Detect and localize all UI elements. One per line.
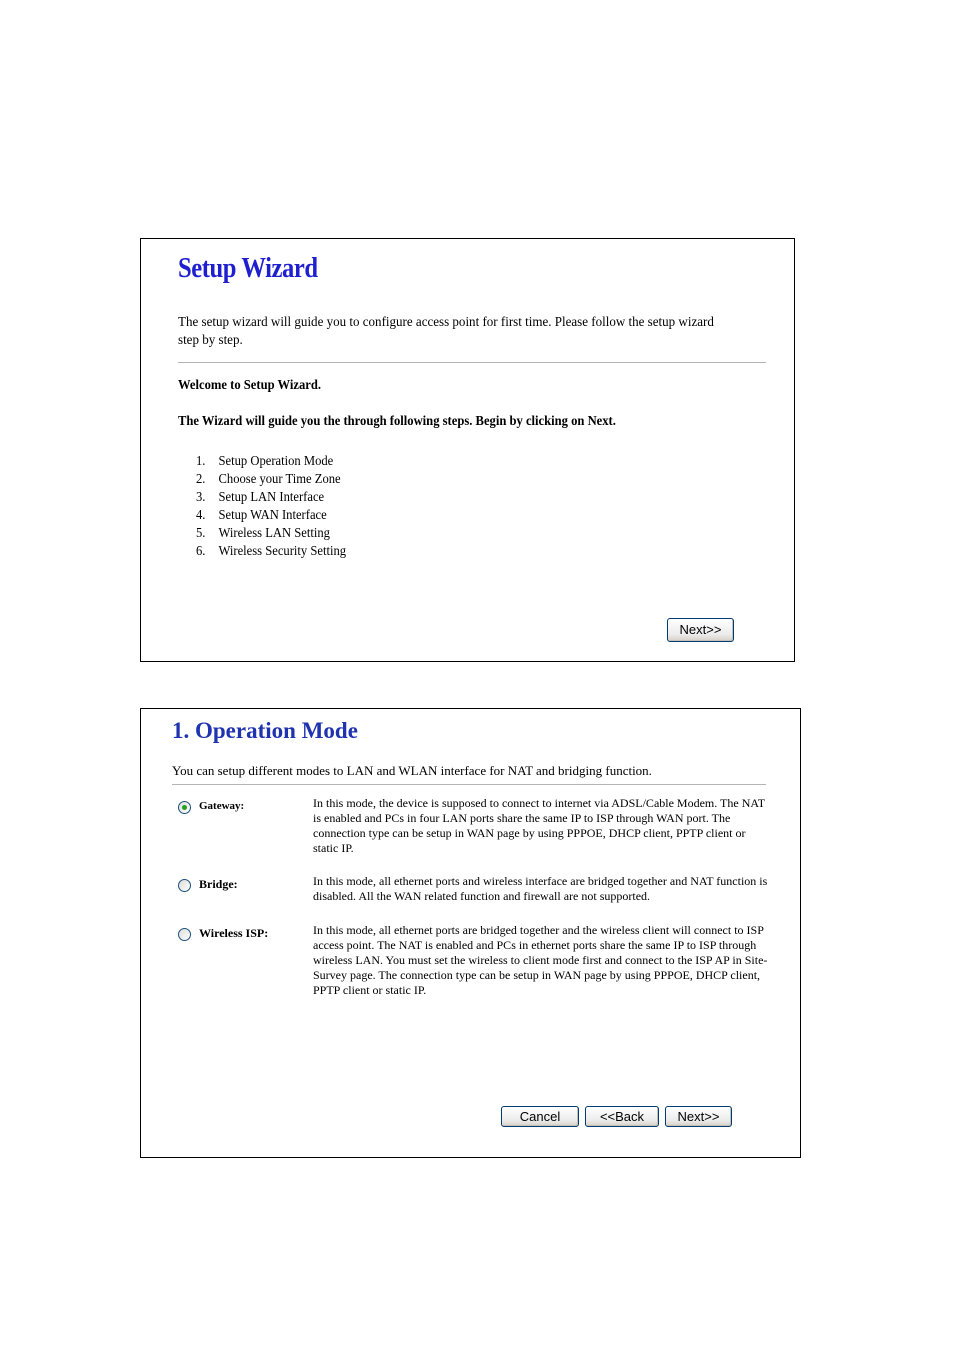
step-label: Setup LAN Interface (218, 490, 325, 505)
step-label: Wireless Security Setting (218, 544, 347, 559)
next-button[interactable]: Next>> (665, 1106, 732, 1127)
wizard-intro-text: The setup wizard will guide you to configure access point for first time. Please follow the setup wizard step by step. (178, 315, 714, 348)
divider (178, 362, 766, 363)
step-label: Setup WAN Interface (218, 508, 327, 523)
bridge-label[interactable]: Bridge: (199, 877, 238, 891)
operation-mode-intro: You can setup different modes to LAN and WLAN interface for NAT and bridging function. (172, 763, 652, 778)
back-button[interactable]: <<Back (585, 1106, 659, 1127)
operation-mode-panel (140, 708, 801, 1158)
gateway-label[interactable]: Gateway: (199, 800, 245, 812)
step-label: Wireless LAN Setting (218, 526, 330, 541)
wireless-isp-description: In this mode, all ethernet ports are bridged together and the wireless client will connect to ISP access point. The NAT is enabled and PCs in ethernet ports share the same IP to ISP through wireless LAN. You must set the wireless to client mode first and connect to the ISP AP in Site-Survey page. The connection type can be setup in WAN page by using PPPOE, DHCP client, PPTP client or static IP. (313, 923, 768, 997)
gateway-radio[interactable] (178, 801, 191, 814)
list-item (196, 507, 346, 525)
list-item (196, 453, 346, 471)
list-item (196, 471, 346, 489)
step-number: 5. (196, 526, 206, 541)
bridge-radio[interactable] (178, 879, 191, 892)
list-item (196, 525, 346, 543)
step-label: Choose your Time Zone (218, 472, 341, 487)
step-number: 6. (196, 544, 206, 559)
step-number: 1. (196, 454, 206, 469)
step-number: 4. (196, 508, 206, 523)
bridge-description: In this mode, all ethernet ports and wireless interface are bridged together and NAT function is disabled. All the WAN related function and firewall are not supported. (313, 874, 768, 903)
steps-list (196, 453, 346, 561)
divider (172, 784, 766, 785)
step-number: 3. (196, 490, 206, 505)
step-label: Setup Operation Mode (218, 454, 334, 469)
section-title: 1. Operation Mode (172, 718, 358, 743)
list-item (196, 543, 346, 561)
welcome-heading: Welcome to Setup Wizard. (178, 378, 322, 393)
wireless-isp-radio[interactable] (178, 928, 191, 941)
wireless-isp-label[interactable]: Wireless ISP: (199, 926, 269, 940)
list-item (196, 489, 346, 507)
guide-text: The Wizard will guide you the through following steps. Begin by clicking on Next. (178, 414, 616, 429)
cancel-button[interactable]: Cancel (501, 1106, 579, 1127)
next-button[interactable]: Next>> (667, 618, 734, 642)
page-title: Setup Wizard (178, 253, 318, 284)
setup-wizard-panel (140, 238, 795, 662)
step-number: 2. (196, 472, 206, 487)
gateway-description: In this mode, the device is supposed to connect to internet via ADSL/Cable Modem. The NAT is enabled and PCs in four LAN ports share the same IP to ISP through WAN port. The connection type can be setup in WAN page by using PPPOE, DHCP client, PPTP client or static IP. (313, 796, 765, 855)
